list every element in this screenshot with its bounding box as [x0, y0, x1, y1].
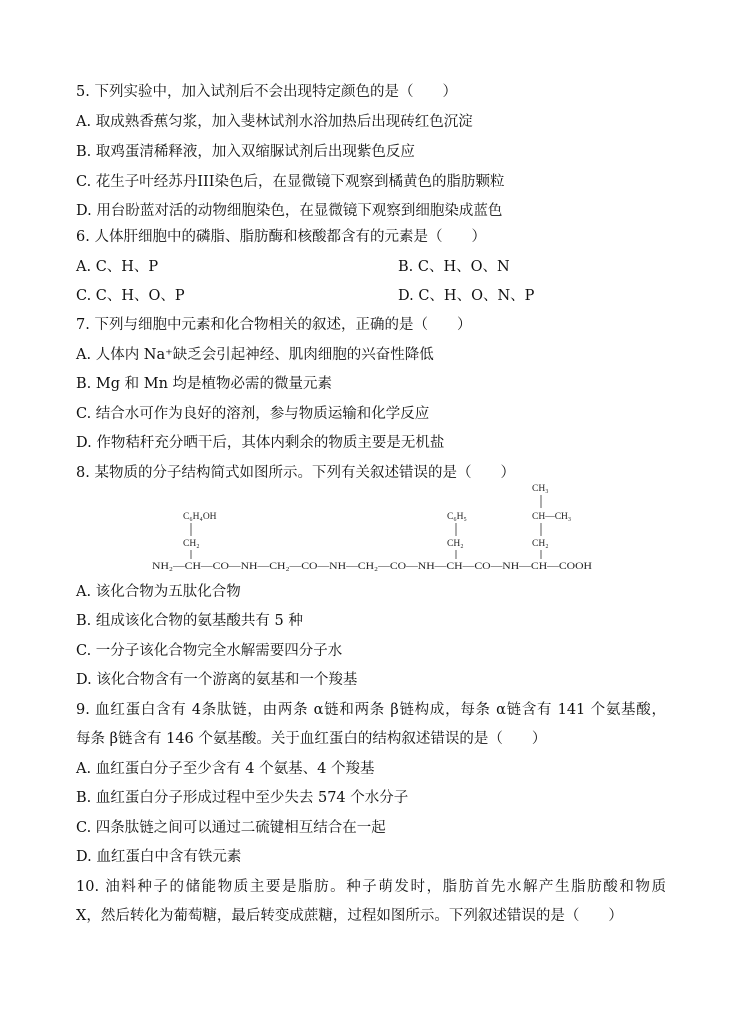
q9-option-a: A. 血红蛋白分子至少含有 4 个氨基、4 个羧基 [76, 761, 375, 777]
peptide-structure-diagram [0, 478, 744, 576]
q6-option-d: D. C、H、O、N、P [398, 288, 535, 304]
q5-option-b: B. 取鸡蛋清稀释液，加入双缩脲试剂后出现紫色反应 [76, 144, 415, 160]
q7-option-c: C. 结合水可作为良好的溶剂，参与物质运输和化学反应 [76, 406, 430, 422]
q8-option-a: A. 该化合物为五肽化合物 [76, 584, 241, 600]
q5-option-a: A. 取成熟香蕉匀浆，加入斐林试剂水浴加热后出现砖红色沉淀 [76, 114, 473, 130]
side1-c6h4oh: C₆H₄OH [183, 512, 217, 522]
q5-option-c: C. 花生子叶经苏丹III染色后，在显微镜下观察到橘黄色的脂肪颗粒 [76, 174, 505, 190]
q10-stem-line1: 10. 油料种子的储能物质主要是脂肪。种子萌发时，脂肪首先水解产生脂肪酸和物质 [76, 879, 666, 895]
q7-option-d: D. 作物秸秆充分晒干后，其体内剩余的物质主要是无机盐 [76, 435, 445, 451]
q9-option-c: C. 四条肽链之间可以通过二硫键相互结合在一起 [76, 820, 386, 836]
q7-option-a: A. 人体内 Na⁺缺乏会引起神经、肌肉细胞的兴奋性降低 [76, 347, 434, 363]
q6-option-a: A. C、H、P [76, 259, 159, 275]
q6-option-b: B. C、H、O、N [398, 259, 510, 275]
q5-stem: 5. 下列实验中，加入试剂后不会出现特定颜色的是（ ） [76, 84, 457, 100]
q6-stem: 6. 人体肝细胞中的磷脂、脂肪酶和核酸都含有的元素是（ ） [76, 229, 486, 245]
q7-option-b: B. Mg 和 Mn 均是植物必需的微量元素 [76, 376, 333, 392]
q9-option-d: D. 血红蛋白中含有铁元素 [76, 849, 242, 865]
q9-option-b: B. 血红蛋白分子形成过程中至少失去 574 个水分子 [76, 790, 409, 806]
q9-stem-line2: 每条 β链含有 146 个氨基酸。关于血红蛋白的结构叙述错误的是（ ） [76, 731, 547, 747]
q5-option-d: D. 用台盼蓝对活的动物细胞染色，在显微镜下观察到细胞染成蓝色 [76, 203, 503, 219]
side3-ch2: CH₂ [532, 539, 549, 549]
q8-option-d: D. 该化合物含有一个游离的氨基和一个羧基 [76, 672, 358, 688]
side2-c6h5: C₆H₅ [447, 512, 467, 522]
peptide-main-chain: NH₂—CH—CO—NH—CH₂—CO—NH—CH₂—CO—NH—CH—CO—NH—CH—COOH [152, 562, 593, 572]
q10-stem-line2: X，然后转化为葡萄糖，最后转变成蔗糖，过程如图所示。下列叙述错误的是（ ） [76, 908, 623, 924]
q7-stem: 7. 下列与细胞中元素和化合物相关的叙述，正确的是（ ） [76, 317, 472, 333]
side3-ch-ch3: CH—CH₃ [532, 512, 572, 522]
side1-ch2: CH₂ [183, 539, 200, 549]
q8-option-b: B. 组成该化合物的氨基酸共有 5 种 [76, 613, 303, 629]
q9-stem-line1: 9. 血红蛋白含有 4条肽链，由两条 α链和两条 β链构成，每条 α链含有 141 个氨基酸， [76, 702, 666, 718]
q8-option-c: C. 一分子该化合物完全水解需要四分子水 [76, 643, 343, 659]
side3-ch3: CH₃ [532, 484, 549, 494]
q8-stem: 8. 某物质的分子结构简式如图所示。下列有关叙述错误的是（ ） [76, 465, 515, 481]
q6-option-c: C. C、H、O、P [76, 288, 185, 304]
side2-ch2: CH₂ [447, 539, 464, 549]
